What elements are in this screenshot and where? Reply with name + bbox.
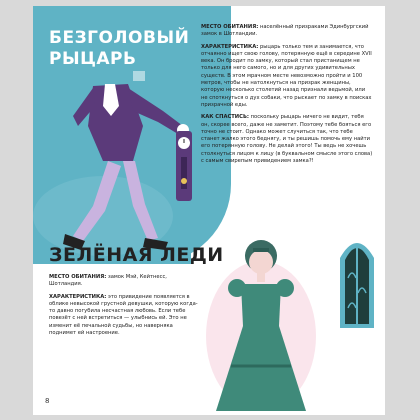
characteristic-label-2: ХАРАКТЕРИСТИКА: — [49, 293, 107, 300]
title-line2: РЫЦАРЬ — [49, 49, 137, 69]
page-number: 8 — [45, 397, 50, 405]
section1-title — [49, 28, 189, 70]
characteristic-text-2: это привидение появляется в облике невысокой грустной девушки, которую когда-то давно погубила несчастная любовь. Если тебе повезёт с ней встретиться — улыбнись ей. Это не изменит её печальной судьбы, но наверняка поднимет ей настроение. — [49, 293, 198, 337]
habitat-text-2: замок Мэй, Кейтнесс, Шотландия. — [49, 274, 167, 288]
how-to-save-label: КАК СПАСТИСЬ: — [201, 114, 249, 121]
habitat-label: МЕСТО ОБИТАНИЯ: — [201, 24, 259, 30]
title-line1: БЕЗГОЛОВЫЙ — [49, 28, 190, 48]
green-lady-illustration — [201, 226, 321, 415]
characteristic-text: рыцарь только тем и занимается, что отчаянно ищет свою голову, потерянную ещё в середине XVII века. Он бродит по замку, который стал пристанищем не только для него самого, но и для других удивительных существ. В этом мрачном месте невозможно пройти и 100 метров, чтобы не натолкнуться на призрак женщины, которую несколько столетий назад признали ведьмой, или не споткнуться о дух собаки, что рыскает по замку в поисках призрачной еды. — [201, 43, 372, 108]
gothic-window-illustration — [338, 228, 376, 328]
book-page — [33, 6, 385, 415]
section2-title: ЗЕЛЁНАЯ ЛЕДИ — [49, 244, 224, 266]
grandfather-clock-illustration — [173, 131, 195, 201]
habitat-label-2: МЕСТО ОБИТАНИЯ: — [49, 274, 107, 280]
how-to-save-text: поскольку рыцарь ничего не видит, тебя он, скорее всего, даже не заметит. Поэтому тебе бояться его точно не стоит. Однако может случиться так, что тебе станет жалко этого беднягу, и ты решишь помочь ему найти его потерянную голову. Не делай этого! Ты ведь не хочешь столкнуться лицом к лицу (в буквальном смысле этого слова) с самым свирепым привидением замка?! — [201, 114, 373, 165]
section1-text — [201, 24, 373, 170]
section2-text — [49, 274, 199, 342]
habitat-text: населённый призраками Эдинбургский замок в Шотландии. — [201, 24, 369, 38]
characteristic-label: ХАРАКТЕРИСТИКА: — [201, 43, 259, 50]
